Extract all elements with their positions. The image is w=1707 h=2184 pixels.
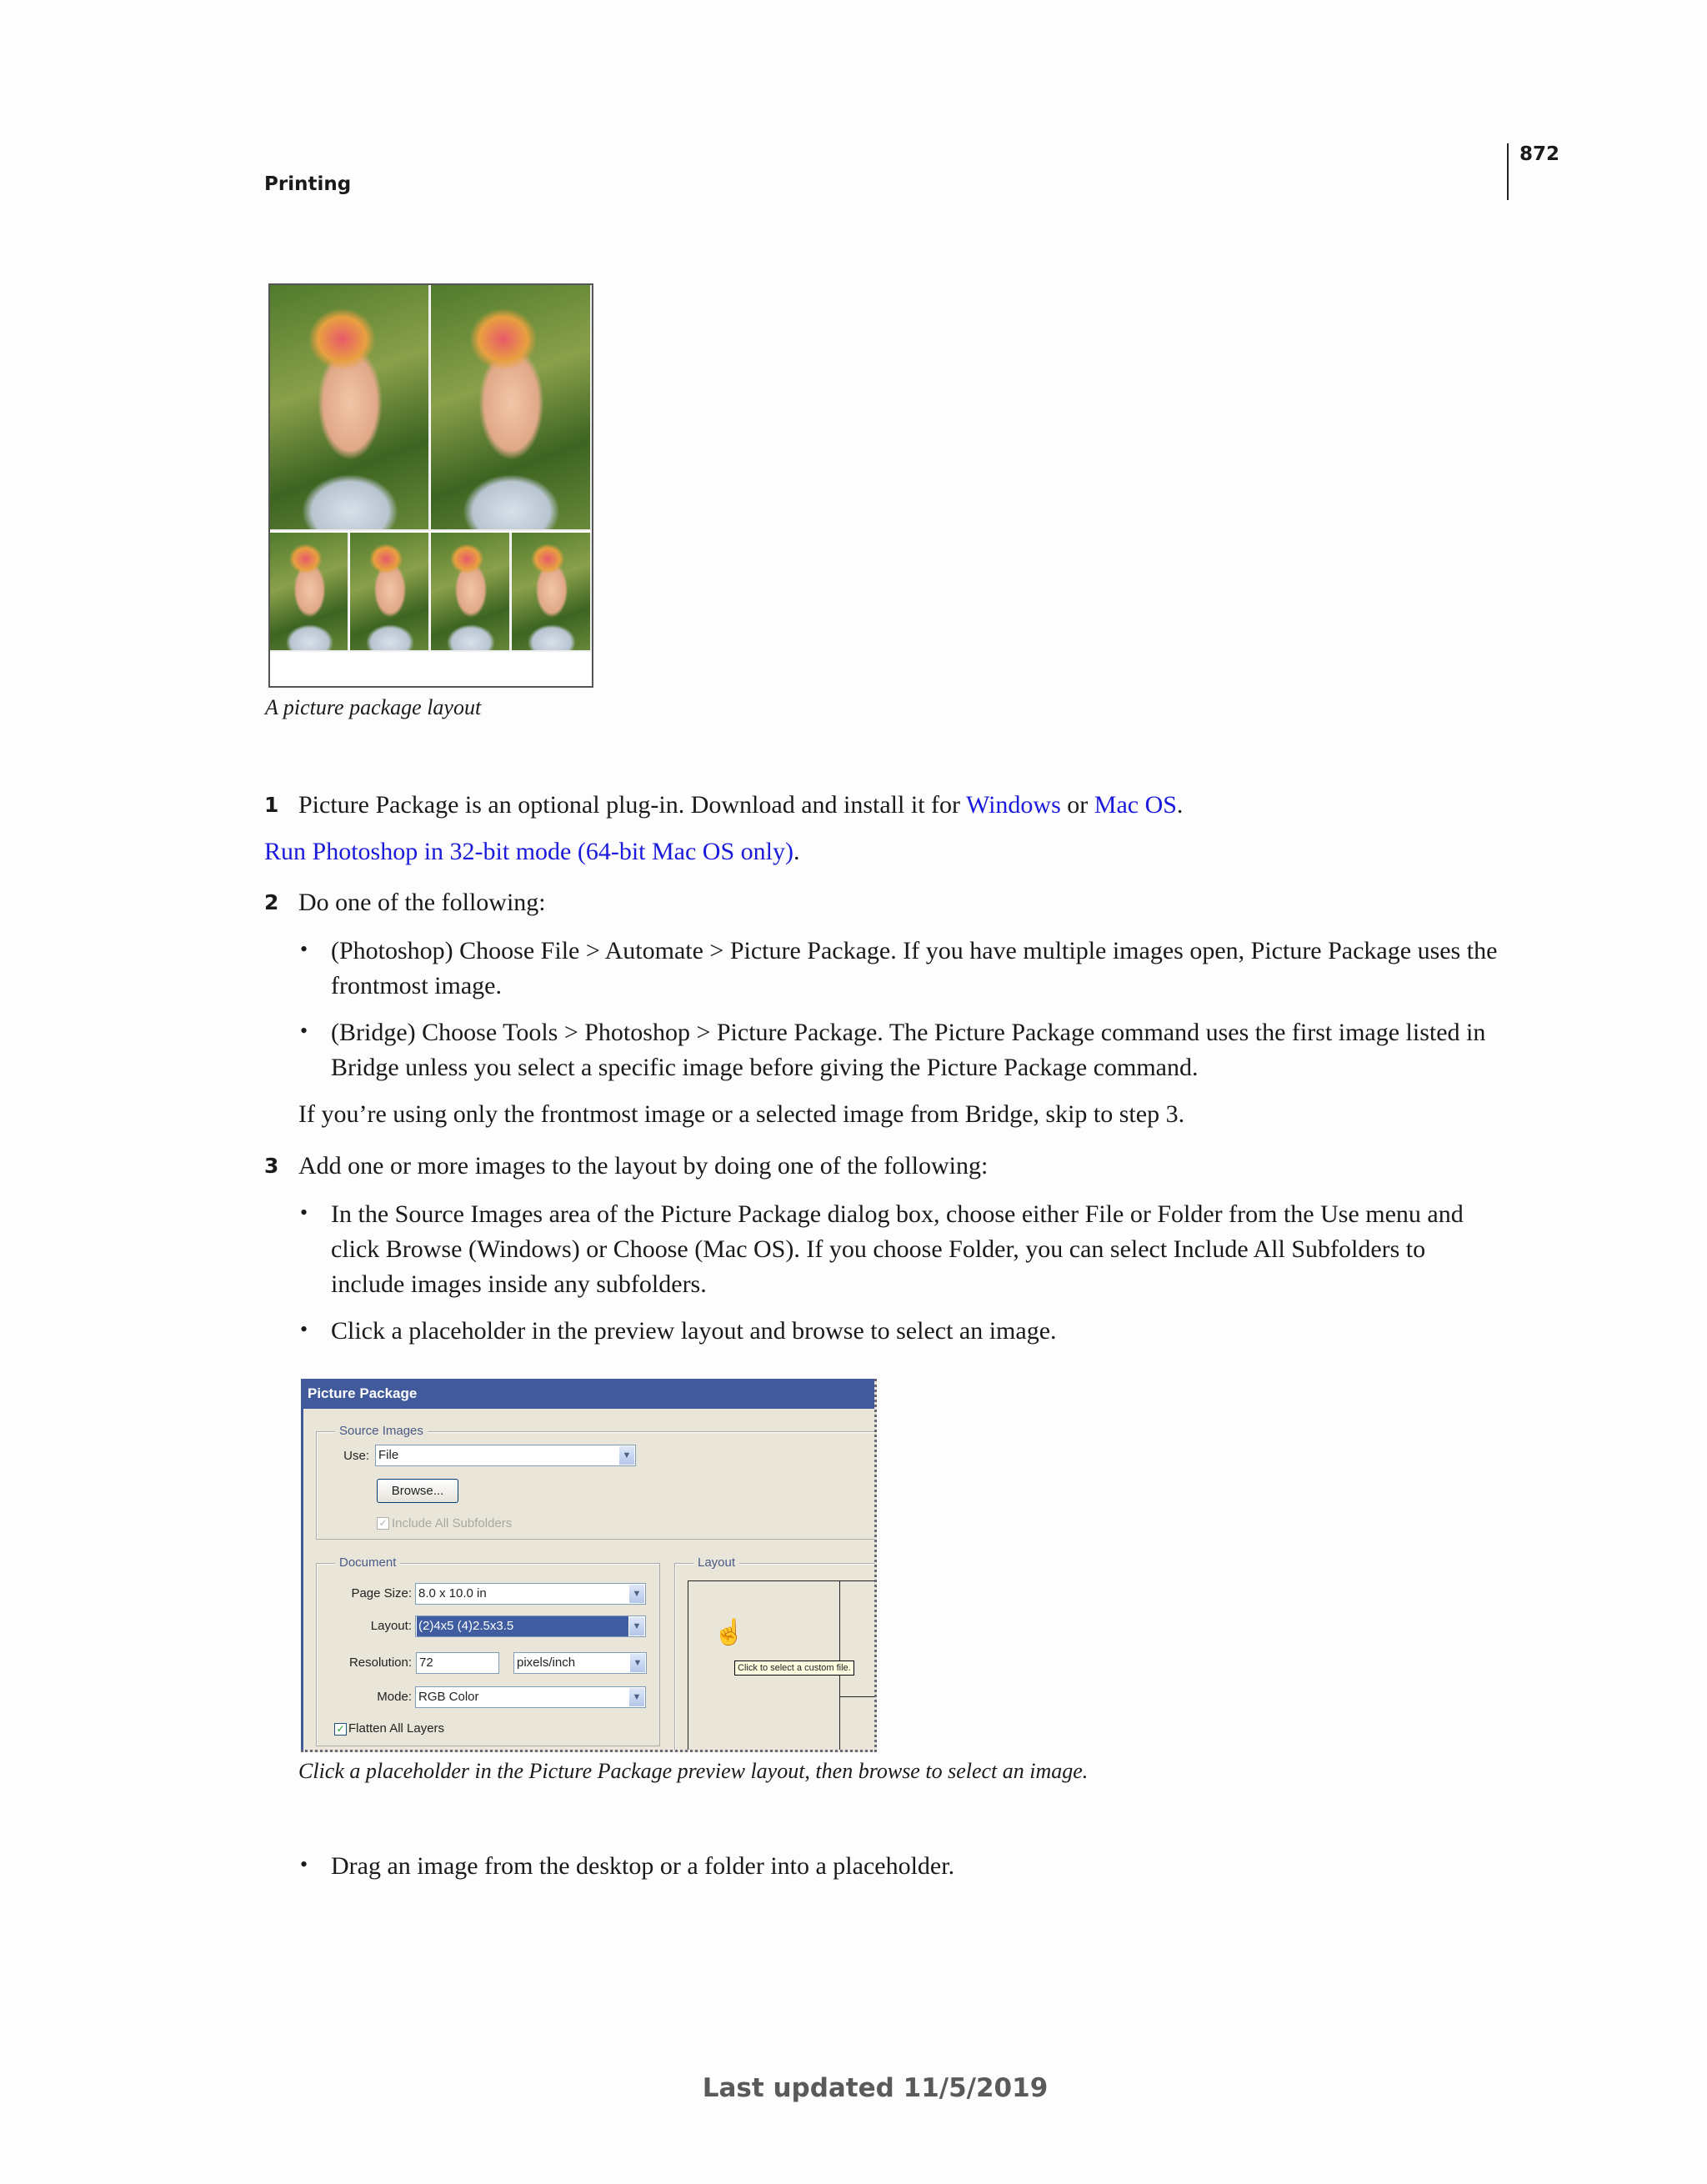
layout-label: Layout: [370, 1619, 412, 1633]
32-bit-mode-link[interactable]: Run Photoshop in 32-bit mode (64-bit Mac OS only) [264, 838, 793, 865]
layout-select[interactable] [415, 1615, 646, 1637]
bullet-text: (Photoshop) Choose File > Automate > Picture Package. If you have multiple images open, Picture Package uses the frontmost image. [331, 937, 1498, 999]
chevron-down-icon: ▼ [629, 1688, 644, 1706]
step-3-text: Add one or more images to the layout by doing one of the following: [298, 1152, 989, 1180]
include-subfolders-label: Include All Subfolders [392, 1516, 513, 1530]
page-number: 872 [1519, 143, 1560, 165]
step-text: . [793, 838, 800, 865]
step-number: 1 [264, 793, 279, 817]
tooltip: Click to select a custom file. [734, 1661, 854, 1676]
step-2-text: Do one of the following: [298, 889, 546, 916]
resolution-label: Resolution: [348, 1656, 412, 1670]
bullet-text: (Bridge) Choose Tools > Photoshop > Picture Package. The Picture Package command uses the first image listed in Bridge unless you select a specific image before giving the Picture Package command. [331, 1019, 1486, 1081]
section-title: Printing [264, 173, 352, 195]
bullet-text: Click a placeholder in the preview layout and browse to select an image. [331, 1317, 1057, 1345]
step-1-extra [264, 834, 799, 869]
step-text: Picture Package is an optional plug-in. Download and install it for [298, 791, 966, 819]
windows-link[interactable]: Windows [965, 791, 1061, 819]
step-2-note: If you’re using only the frontmost image or a selected image from Bridge, skip to step 3. [298, 1100, 1185, 1128]
step-text: . [1176, 791, 1184, 819]
placeholder-divider [839, 1696, 877, 1697]
mode-label: Mode: [377, 1690, 412, 1704]
bullet-icon: • [300, 937, 308, 961]
picture-package-dialog [301, 1379, 877, 1752]
select-value: RGB Color [418, 1690, 479, 1704]
figure-caption: A picture package layout [265, 695, 482, 719]
picture-package-image [268, 283, 593, 688]
figure-caption: Click a placeholder in the Picture Package preview layout, then browse to select an image. [298, 1759, 1089, 1783]
chevron-down-icon: ▼ [630, 1654, 645, 1672]
use-label: Use: [343, 1449, 369, 1463]
footer-last-updated: Last updated 11/5/2019 [702, 2073, 1049, 2103]
chevron-down-icon: ▼ [629, 1585, 644, 1603]
bullet-text: In the Source Images area of the Picture Package dialog box, choose either File or Folder from the Use menu and click Browse (Windows) or Choose (Mac OS). If you choose Folder, you can select Include All Subfolders to include images inside any subfolders. [331, 1200, 1464, 1298]
select-value: File [378, 1448, 399, 1462]
photo-small-1 [270, 533, 349, 652]
browse-button[interactable]: Browse... [377, 1479, 458, 1503]
chevron-down-icon: ▼ [629, 1617, 644, 1635]
hand-cursor-icon: ☝ [713, 1619, 745, 1646]
photo-large-2 [431, 285, 592, 531]
photo-small-4 [512, 533, 592, 652]
input-value: 72 [419, 1656, 433, 1670]
photo-small-2 [350, 533, 430, 652]
mode-select[interactable] [415, 1686, 646, 1708]
step-text: or [1060, 791, 1094, 819]
step-number: 2 [264, 890, 279, 914]
select-value: 8.0 x 10.0 in [418, 1586, 487, 1600]
select-value: pixels/inch [517, 1656, 576, 1670]
header-divider [1507, 143, 1509, 200]
group-legend: Layout [693, 1555, 739, 1570]
group-legend: Source Images [335, 1424, 428, 1438]
page-size-select[interactable] [415, 1583, 646, 1605]
photo-large-1 [270, 285, 430, 531]
resolution-units-select[interactable] [513, 1652, 647, 1674]
bullet-icon: • [300, 1019, 308, 1043]
dialog-title: Picture Package [301, 1379, 874, 1409]
bullet-icon: • [300, 1852, 308, 1876]
flatten-layers-label: Flatten All Layers [348, 1721, 445, 1736]
photo-small-3 [431, 533, 511, 652]
step-1-text [298, 788, 1499, 823]
resolution-input[interactable] [416, 1652, 499, 1674]
bullet-icon: • [300, 1200, 308, 1225]
bullet-text: Drag an image from the desktop or a folder into a placeholder. [331, 1852, 955, 1880]
flatten-layers-checkbox[interactable]: ✓ [334, 1723, 347, 1736]
group-legend: Document [335, 1555, 400, 1570]
include-subfolders-checkbox[interactable]: ✓ [377, 1517, 389, 1530]
select-value: (2)4x5 (4)2.5x3.5 [417, 1616, 628, 1636]
use-select[interactable] [375, 1445, 636, 1466]
page-size-label: Page Size: [351, 1586, 412, 1600]
chevron-down-icon: ▼ [619, 1446, 634, 1465]
mac-os-link[interactable]: Mac OS [1094, 791, 1177, 819]
step-number: 3 [264, 1154, 279, 1178]
bullet-icon: • [300, 1317, 308, 1341]
